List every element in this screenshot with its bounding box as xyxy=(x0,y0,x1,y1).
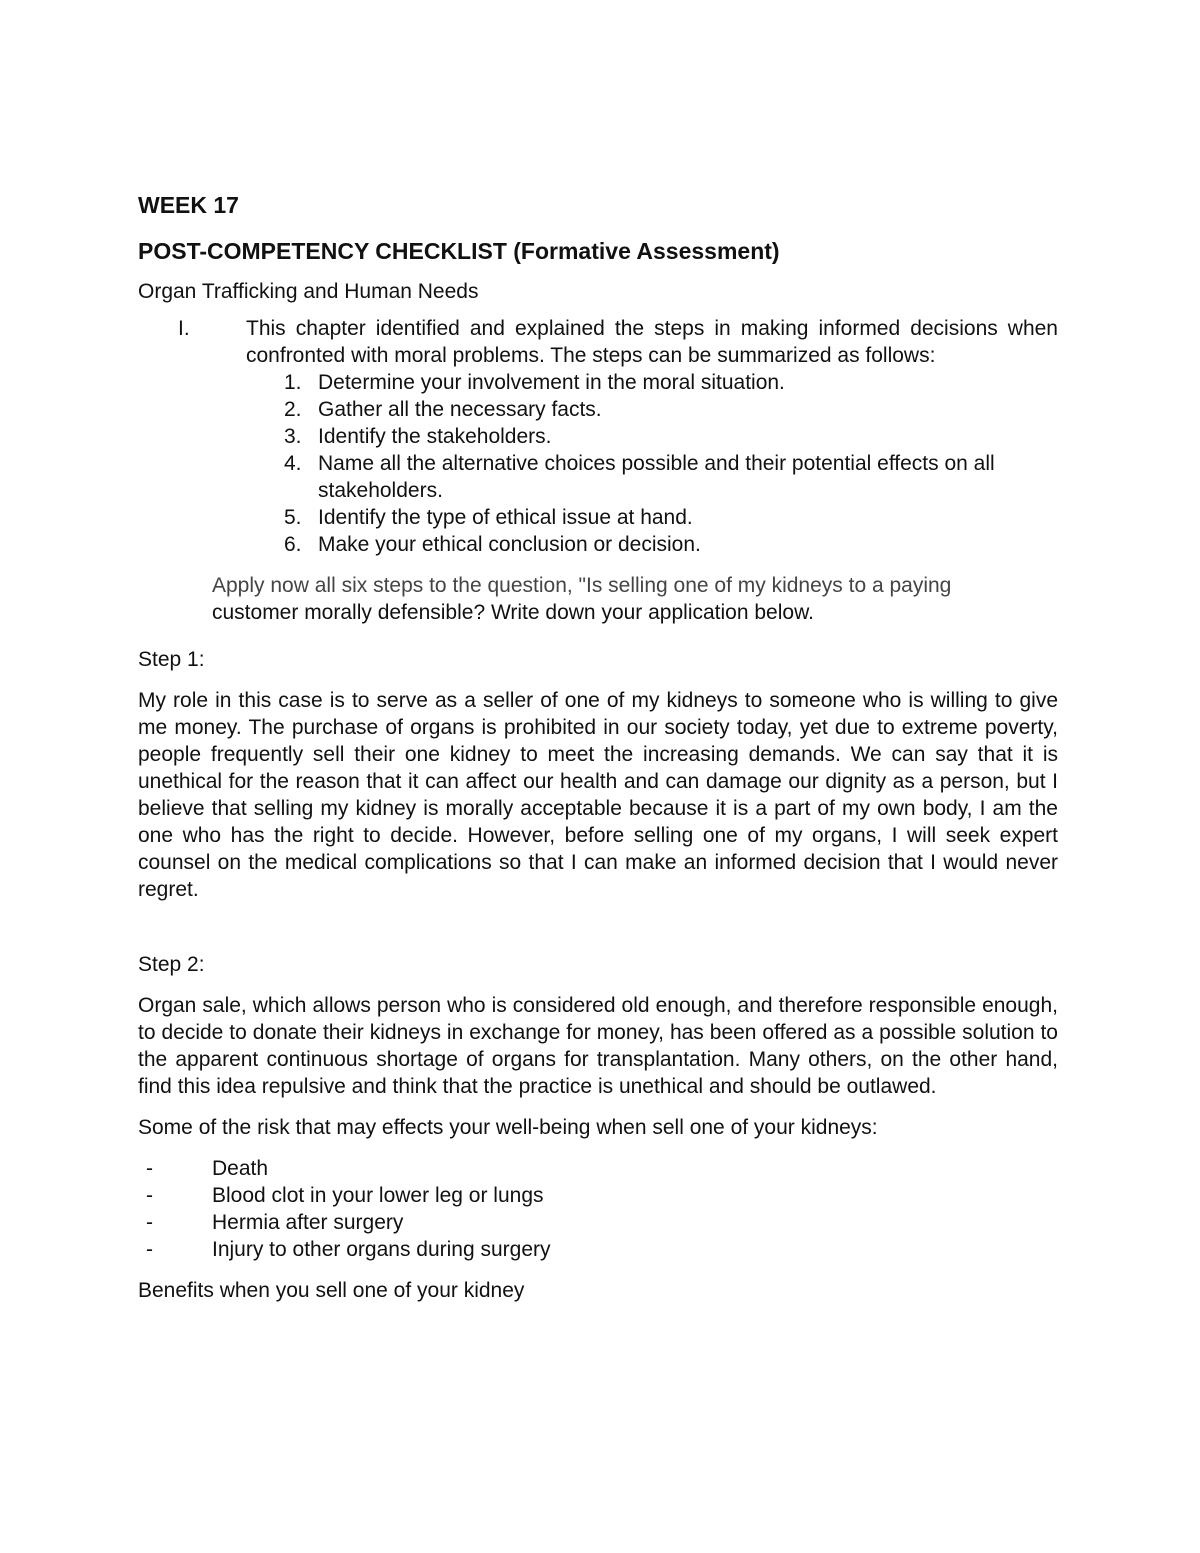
step1-body: My role in this case is to serve as a seller of one of my kidneys to someone who is willing to give me money. The purchase of organs is prohibited in our society today, yet due to extreme poverty, people frequently sell their one kidney to meet the increasing demands. We can say that it is unethical for the reason that it can affect our health and can damage our dignity as a person, but I believe that selling my kidney is morally acceptable because it is a part of my own body, I am the one who has the right to decide. However, before selling one of my organs, I will seek expert counsel on the medical complications so that I can make an informed decision that I would never regret. xyxy=(138,689,1058,901)
list-item xyxy=(284,450,1058,504)
dash-bullet: - xyxy=(146,1184,153,1207)
list-item xyxy=(284,423,1058,450)
list-number: 1. xyxy=(284,371,302,394)
list-item-text: Death xyxy=(212,1157,269,1180)
list-item xyxy=(146,1209,1058,1236)
steps-list xyxy=(138,369,1058,558)
list-item-text: Name all the alternative choices possible and their potential effects on all stakeholders. xyxy=(318,452,995,502)
list-item-text: Make your ethical conclusion or decision. xyxy=(318,533,701,556)
list-item xyxy=(284,504,1058,531)
list-item-text: Blood clot in your lower leg or lungs xyxy=(212,1184,544,1207)
apply-question xyxy=(138,572,1058,626)
step2-body: Organ sale, which allows person who is considered old enough, and therefore responsible enough, to decide to donate their kidneys in exchange for money, has been offered as a possible solution to the apparent continuous shortage of organs for transplantation. Many others, on the other hand, find this idea repulsive and think that the practice is unethical and should be outlawed. xyxy=(138,994,1058,1098)
list-number: 6. xyxy=(284,533,302,556)
section-intro-text: This chapter identified and explained the steps in making informed decisions when confronted with moral problems. The steps can be summarized as follows: xyxy=(246,317,1058,367)
section-intro xyxy=(138,315,1058,369)
list-number: 4. xyxy=(284,452,302,475)
dash-bullet: - xyxy=(146,1238,153,1261)
list-number: 2. xyxy=(284,398,302,421)
list-item xyxy=(146,1182,1058,1209)
dash-bullet: - xyxy=(146,1211,153,1234)
list-item xyxy=(146,1155,1058,1182)
section-marker: I. xyxy=(178,317,190,340)
apply-question-line2: customer morally defensible? Write down your application below. xyxy=(212,601,814,624)
list-item-text: Gather all the necessary facts. xyxy=(318,398,602,421)
risks-list xyxy=(138,1155,1058,1263)
list-item-text: Identify the stakeholders. xyxy=(318,425,552,448)
list-number: 3. xyxy=(284,425,302,448)
list-number: 5. xyxy=(284,506,302,529)
dash-bullet: - xyxy=(146,1157,153,1180)
list-item-text: Injury to other organs during surgery xyxy=(212,1238,551,1261)
subtitle: Organ Trafficking and Human Needs xyxy=(138,280,479,303)
list-item-text: Identify the type of ethical issue at hand. xyxy=(318,506,693,529)
list-item-text: Determine your involvement in the moral situation. xyxy=(318,371,785,394)
step1-label: Step 1: xyxy=(138,648,205,671)
page-title: POST-COMPETENCY CHECKLIST (Formative Assessment) xyxy=(138,238,780,264)
list-item xyxy=(284,369,1058,396)
list-item xyxy=(146,1236,1058,1263)
apply-question-line1: Apply now all six steps to the question, "Is selling one of my kidneys to a paying xyxy=(212,574,952,597)
risks-intro: Some of the risk that may effects your well-being when sell one of your kidneys: xyxy=(138,1116,878,1139)
week-label: WEEK 17 xyxy=(138,192,239,218)
list-item xyxy=(284,396,1058,423)
document-page xyxy=(138,190,1058,1304)
step2-label: Step 2: xyxy=(138,953,205,976)
benefits-intro: Benefits when you sell one of your kidney xyxy=(138,1279,525,1302)
list-item-text: Hermia after surgery xyxy=(212,1211,404,1234)
list-item xyxy=(284,531,1058,558)
